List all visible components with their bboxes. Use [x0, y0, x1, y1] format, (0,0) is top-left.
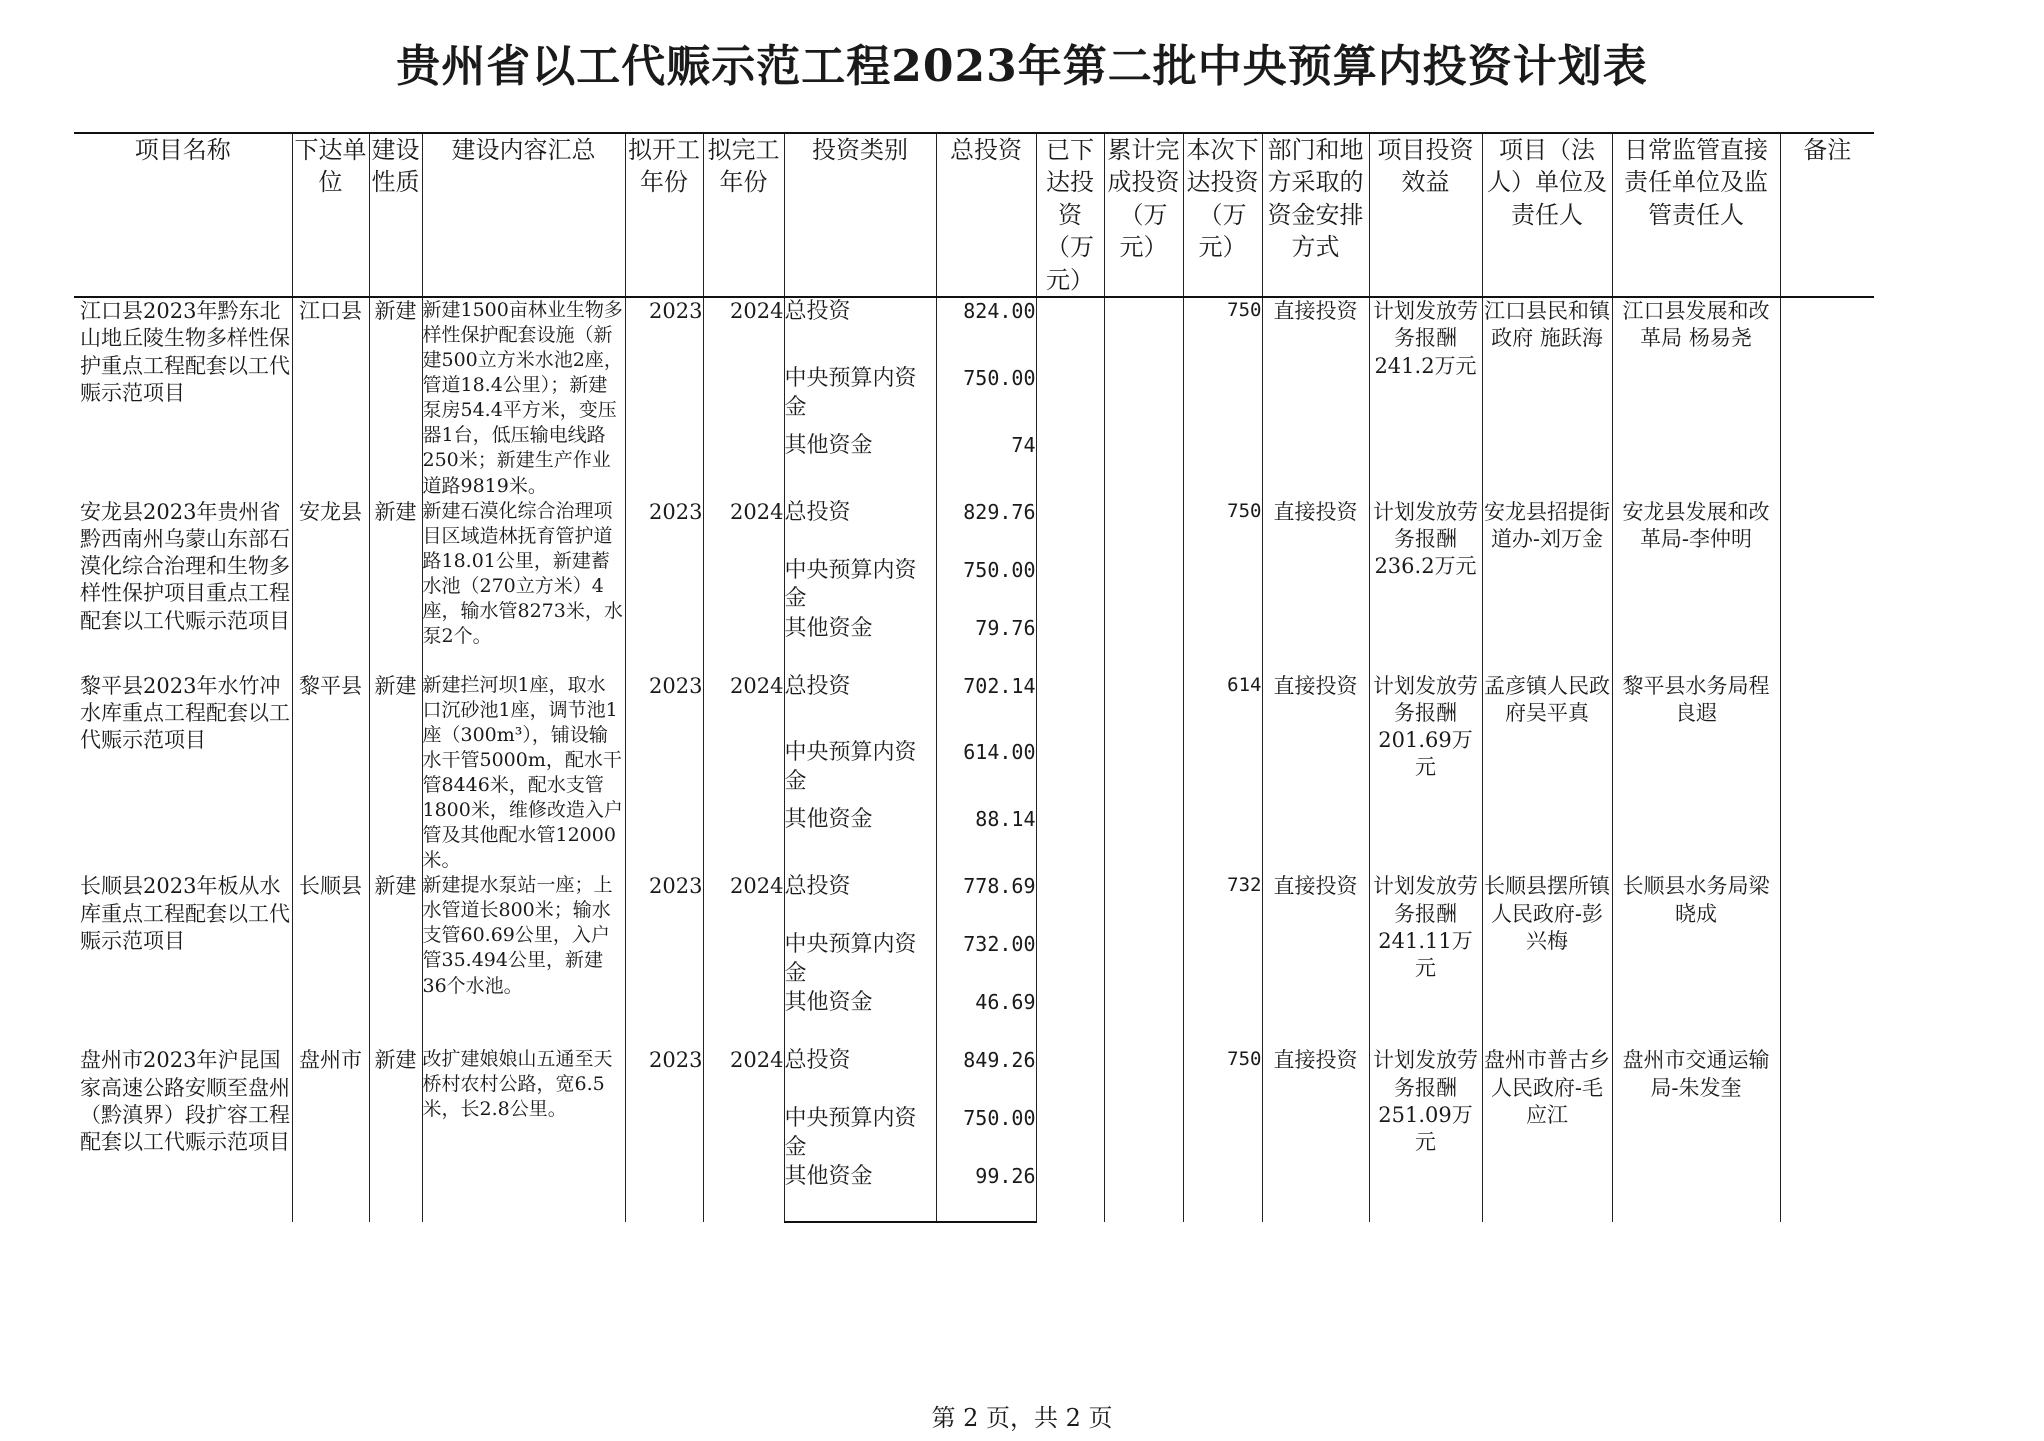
table-row: [74, 673, 1874, 740]
nature-cell: 新建: [369, 297, 422, 499]
funding-method-cell: 直接投资: [1262, 873, 1369, 1047]
issuing-unit-cell: 长顺县: [292, 873, 369, 1047]
supervisor-cell: 黎平县水务局程良遐: [1612, 673, 1780, 874]
remark-cell: [1780, 499, 1874, 673]
header-remark: 备注: [1780, 133, 1874, 297]
remark-cell: [1780, 297, 1874, 499]
header-investment-category: 投资类别: [784, 133, 936, 297]
category-total-label: 总投资: [784, 297, 936, 365]
category-other-label: 其他资金: [784, 1163, 936, 1222]
current-investment-value: 750: [1183, 499, 1262, 673]
issuing-unit-cell: 安龙县: [292, 499, 369, 673]
current-investment-value: 750: [1183, 297, 1262, 499]
total-investment-value: 702.14: [936, 673, 1036, 740]
content-cell: 新建提水泵站一座；上水管道长800米；输水支管60.69公里，入户管35.494公里，新建36个水池。: [422, 873, 625, 1047]
central-fund-value: 732.00: [936, 931, 1036, 989]
investment-benefit-cell: 计划发放劳务报酬241.11万元: [1369, 873, 1482, 1047]
header-row: [74, 133, 1874, 297]
supervisor-cell: 江口县发展和改革局 杨易尧: [1612, 297, 1780, 499]
content-cell: 新建石漠化综合治理项目区域造林抚育管护道路18.01公里，新建蓄水池（270立方米）4座，输水管8273米，水泵2个。: [422, 499, 625, 673]
project-name-cell: 黎平县2023年水竹冲水库重点工程配套以工代赈示范项目: [74, 673, 292, 874]
current-investment-value: 732: [1183, 873, 1262, 1047]
page-footer: 第 2 页，共 2 页: [931, 1404, 1113, 1432]
category-other-label: 其他资金: [784, 615, 936, 673]
header-supervisor: 日常监管直接责任单位及监管责任人: [1612, 133, 1780, 297]
page-title: 贵州省以工代赈示范工程2023年第二批中央预算内投资计划表: [396, 41, 1648, 92]
header-start-year: 拟开工年份: [625, 133, 703, 297]
category-central-label: 中央预算内资金: [784, 931, 936, 989]
remark-cell: [1780, 673, 1874, 874]
issued-investment-cell: [1036, 499, 1104, 673]
content-cell: 改扩建娘娘山五通至天桥村农村公路，宽6.5米，长2.8公里。: [422, 1047, 625, 1222]
project-name-cell: 长顺县2023年板从水库重点工程配套以工代赈示范项目: [74, 873, 292, 1047]
investment-benefit-cell: 计划发放劳务报酬201.69万元: [1369, 673, 1482, 874]
table-row: [74, 873, 1874, 931]
central-fund-value: 750.00: [936, 1105, 1036, 1163]
category-total-label: 总投资: [784, 873, 936, 931]
issued-investment-cell: [1036, 673, 1104, 874]
other-fund-value: 88.14: [936, 806, 1036, 873]
category-other-label: 其他资金: [784, 806, 936, 873]
other-fund-value: 74: [936, 432, 1036, 499]
issued-investment-cell: [1036, 297, 1104, 499]
total-investment-value: 824.00: [936, 297, 1036, 365]
end-year-cell: 2024: [703, 873, 784, 1047]
other-fund-value: 46.69: [936, 989, 1036, 1047]
project-name-cell: 江口县2023年黔东北山地丘陵生物多样性保护重点工程配套以工代赈示范项目: [74, 297, 292, 499]
header-total-investment: 总投资: [936, 133, 1036, 297]
nature-cell: 新建: [369, 499, 422, 673]
supervisor-cell: 盘州市交通运输局-朱发奎: [1612, 1047, 1780, 1222]
total-investment-value: 778.69: [936, 873, 1036, 931]
start-year-cell: 2023: [625, 873, 703, 1047]
issued-investment-cell: [1036, 1047, 1104, 1222]
category-central-label: 中央预算内资金: [784, 1105, 936, 1163]
category-total-label: 总投资: [784, 499, 936, 557]
end-year-cell: 2024: [703, 499, 784, 673]
completed-investment-cell: [1104, 297, 1183, 499]
remark-cell: [1780, 1047, 1874, 1222]
central-fund-value: 750.00: [936, 365, 1036, 432]
issuing-unit-cell: 江口县: [292, 297, 369, 499]
issuing-unit-cell: 盘州市: [292, 1047, 369, 1222]
category-central-label: 中央预算内资金: [784, 557, 936, 615]
end-year-cell: 2024: [703, 1047, 784, 1222]
header-investment-benefit: 项目投资效益: [1369, 133, 1482, 297]
end-year-cell: 2024: [703, 297, 784, 499]
total-investment-value: 849.26: [936, 1047, 1036, 1105]
header-issuing-unit: 下达单位: [292, 133, 369, 297]
investment-plan-table: [74, 132, 1874, 1223]
content-cell: 新建拦河坝1座，取水口沉砂池1座，调节池1座（300m³），铺设输水干管5000m，配水干管8446米，配水支管1800米，维修改造入户管及其他配水管12000米。: [422, 673, 625, 874]
end-year-cell: 2024: [703, 673, 784, 874]
header-construction-content: 建设内容汇总: [422, 133, 625, 297]
central-fund-value: 750.00: [936, 557, 1036, 615]
start-year-cell: 2023: [625, 297, 703, 499]
funding-method-cell: 直接投资: [1262, 297, 1369, 499]
current-investment-value: 614: [1183, 673, 1262, 874]
investment-benefit-cell: 计划发放劳务报酬251.09万元: [1369, 1047, 1482, 1222]
total-investment-value: 829.76: [936, 499, 1036, 557]
header-funding-method: 部门和地方采取的资金安排方式: [1262, 133, 1369, 297]
investment-benefit-cell: 计划发放劳务报酬241.2万元: [1369, 297, 1482, 499]
category-total-label: 总投资: [784, 1047, 936, 1105]
category-central-label: 中央预算内资金: [784, 365, 936, 432]
supervisor-cell: 长顺县水务局梁晓成: [1612, 873, 1780, 1047]
table-row: [74, 1047, 1874, 1105]
category-other-label: 其他资金: [784, 432, 936, 499]
current-investment-value: 750: [1183, 1047, 1262, 1222]
project-owner-cell: 长顺县摆所镇人民政府-彭兴梅: [1482, 873, 1612, 1047]
table-row: [74, 499, 1874, 557]
nature-cell: 新建: [369, 873, 422, 1047]
project-name-cell: 盘州市2023年沪昆国家高速公路安顺至盘州（黔滇界）段扩容工程配套以工代赈示范项目: [74, 1047, 292, 1222]
completed-investment-cell: [1104, 673, 1183, 874]
issuing-unit-cell: 黎平县: [292, 673, 369, 874]
investment-benefit-cell: 计划发放劳务报酬236.2万元: [1369, 499, 1482, 673]
table-body: [74, 297, 1874, 1222]
funding-method-cell: 直接投资: [1262, 673, 1369, 874]
other-fund-value: 99.26: [936, 1163, 1036, 1222]
completed-investment-cell: [1104, 1047, 1183, 1222]
completed-investment-cell: [1104, 499, 1183, 673]
project-owner-cell: 安龙县招提街道办-刘万金: [1482, 499, 1612, 673]
issued-investment-cell: [1036, 873, 1104, 1047]
project-owner-cell: 江口县民和镇政府 施跃海: [1482, 297, 1612, 499]
funding-method-cell: 直接投资: [1262, 1047, 1369, 1222]
nature-cell: 新建: [369, 673, 422, 874]
supervisor-cell: 安龙县发展和改革局-李仲明: [1612, 499, 1780, 673]
category-central-label: 中央预算内资金: [784, 739, 936, 806]
header-project-name: 项目名称: [74, 133, 292, 297]
completed-investment-cell: [1104, 873, 1183, 1047]
header-construction-nature: 建设性质: [369, 133, 422, 297]
start-year-cell: 2023: [625, 673, 703, 874]
content-cell: 新建1500亩林业生物多样性保护配套设施（新建500立方米水池2座，管道18.4公里）；新建泵房54.4平方米，变压器1台，低压输电线路250米；新建生产作业道路9819米。: [422, 297, 625, 499]
remark-cell: [1780, 873, 1874, 1047]
header-end-year: 拟完工年份: [703, 133, 784, 297]
nature-cell: 新建: [369, 1047, 422, 1222]
central-fund-value: 614.00: [936, 739, 1036, 806]
category-total-label: 总投资: [784, 673, 936, 740]
table-row: [74, 297, 1874, 365]
header-current-investment: 本次下达投资（万元）: [1183, 133, 1262, 297]
category-other-label: 其他资金: [784, 989, 936, 1047]
start-year-cell: 2023: [625, 1047, 703, 1222]
header-issued-investment: 已下达投资（万元）: [1036, 133, 1104, 297]
project-owner-cell: 孟彦镇人民政府吴平真: [1482, 673, 1612, 874]
funding-method-cell: 直接投资: [1262, 499, 1369, 673]
project-name-cell: 安龙县2023年贵州省黔西南州乌蒙山东部石漠化综合治理和生物多样性保护项目重点工程配套以工代赈示范项目: [74, 499, 292, 673]
project-owner-cell: 盘州市普古乡人民政府-毛应江: [1482, 1047, 1612, 1222]
other-fund-value: 79.76: [936, 615, 1036, 673]
header-completed-investment: 累计完成投资（万元）: [1104, 133, 1183, 297]
header-project-owner: 项目（法人）单位及责任人: [1482, 133, 1612, 297]
start-year-cell: 2023: [625, 499, 703, 673]
